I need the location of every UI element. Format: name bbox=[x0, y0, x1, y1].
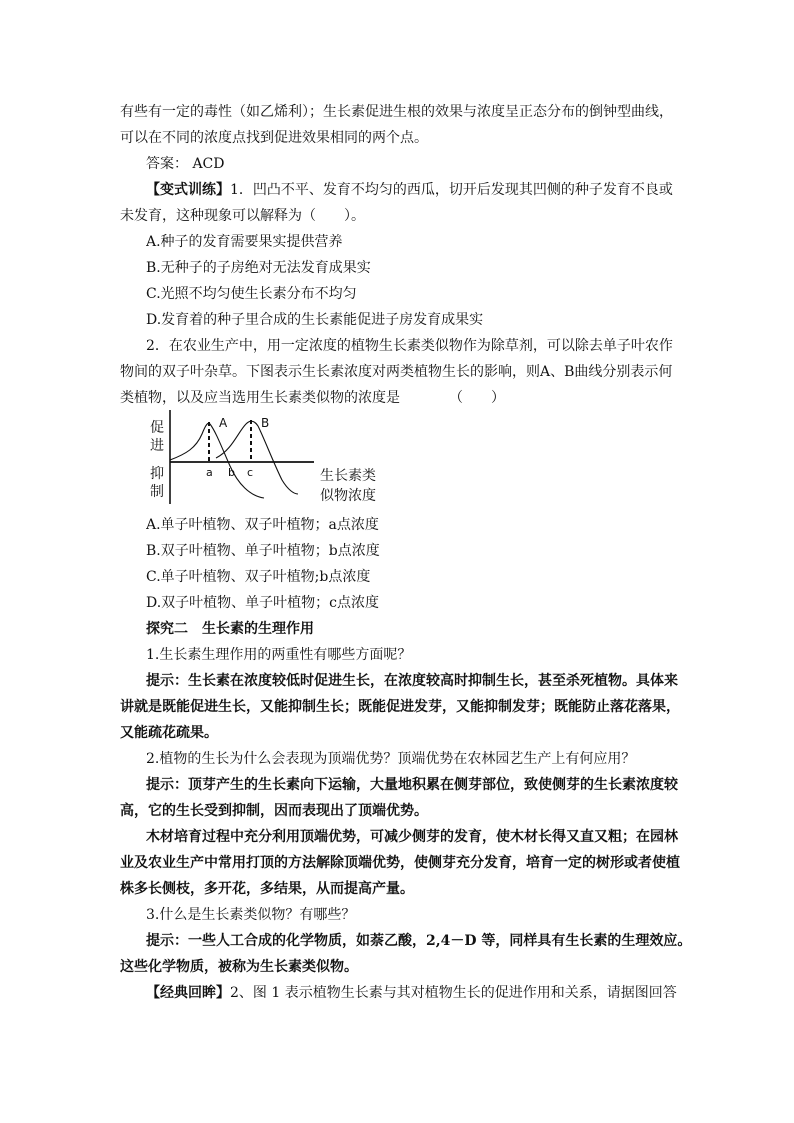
text-line: 未发育，这种现象可以解释为（ ）。 bbox=[120, 208, 365, 224]
question-line: 2.植物的生长为什么会表现为顶端优势？顶端优势在农林园艺生产上有何应用？ bbox=[146, 751, 636, 767]
question-line: 3.什么是生长素类似物？有哪些？ bbox=[146, 907, 356, 923]
text-line: 有些有一定的毒性（如乙烯利）；生长素促进生根的效果与浓度呈正态分布的倒钟型曲线， bbox=[120, 104, 673, 120]
auxin-concentration-figure bbox=[146, 408, 396, 510]
hint-line: 高，它的生长受到抑制，因而表现出了顶端优势。 bbox=[120, 803, 428, 819]
option-d: D.双子叶植物、单子叶植物；c点浓度 bbox=[146, 595, 380, 611]
curve-a-label: A bbox=[219, 416, 228, 430]
question-text: 1．凹凸不平、发育不均匀的西瓜，切开后发现其凹侧的种子发育不良或 bbox=[230, 182, 673, 198]
hint-line: 提示：生长素在浓度较低时促进生长，在浓度较高时抑制生长，甚至杀死植物。具体来 bbox=[146, 673, 678, 689]
answer-line: 答案： ACD bbox=[146, 156, 225, 172]
text-line: 可以在不同的浓度点找到促进效果相同的两个点。 bbox=[120, 130, 428, 146]
curve-b bbox=[216, 421, 298, 494]
option-c: C.光照不均匀使生长素分布不均匀 bbox=[146, 286, 357, 302]
hint-line: 这些化学物质，被称为生长素类似物。 bbox=[120, 959, 358, 975]
hint-line: 业及农业生产中常用打顶的方法解除顶端优势，使侧芽充分发育，培育一定的树形或者使植 bbox=[120, 855, 680, 871]
section-heading: 探究二 生长素的生理作用 bbox=[146, 621, 314, 637]
ylabel-promote-1: 促 bbox=[150, 420, 164, 436]
xlabel-line-1: 生长素类 bbox=[320, 468, 376, 484]
option-b: B.无种子的子房绝对无法发育成果实 bbox=[146, 260, 371, 276]
option-d: D.发育着的种子里合成的生长素能促进子房发育成果实 bbox=[146, 312, 484, 328]
point-a-label: a bbox=[206, 466, 213, 479]
ylabel-promote-2: 进 bbox=[150, 438, 164, 454]
classic-review-label: 【经典回眸】 bbox=[146, 985, 230, 1001]
question-2: 2．在农业生产中，用一定浓度的植物生长素类似物作为除草剂，可以除去单子叶农作 bbox=[146, 338, 673, 354]
question-line: 1.生长素生理作用的两重性有哪些方面呢？ bbox=[146, 647, 412, 663]
ylabel-inhibit-2: 制 bbox=[150, 484, 164, 500]
hint-line: 讲就是既能促进生长，又能抑制生长；既能促进发芽，又能抑制发芽；既能防止落花落果， bbox=[120, 699, 680, 715]
option-a: A.单子叶植物、双子叶植物；a点浓度 bbox=[146, 517, 379, 533]
text-line: 类植物，以及应当选用生长素类似物的浓度是 （ ） bbox=[120, 390, 505, 406]
hint-line: 木材培育过程中充分利用顶端优势，可减少侧芽的发育，使木材长得又直又粗；在园林 bbox=[146, 829, 678, 845]
classic-review-text: 2、图 1 表示植物生长素与其对植物生长的促进作用和关系，请据图回答 bbox=[230, 985, 677, 1001]
variant-training-label: 【变式训练】 bbox=[146, 182, 230, 198]
variant-question-1 bbox=[146, 181, 706, 199]
text-line: 物间的双子叶杂草。下图表示生长素浓度对两类植物生长的影响，则A、B曲线分别表示何 bbox=[120, 364, 673, 380]
point-c-label: c bbox=[247, 466, 254, 479]
curve-a bbox=[170, 423, 264, 498]
option-b: B.双子叶植物、单子叶植物；b点浓度 bbox=[146, 543, 380, 559]
classic-review-line bbox=[146, 984, 706, 1002]
hint-line: 株多长侧枝，多开花，多结果，从而提高产量。 bbox=[120, 881, 414, 897]
hint-line: 提示：一些人工合成的化学物质，如萘乙酸，2,4－D 等，同样具有生长素的生理效应。 bbox=[146, 933, 692, 949]
hint-line: 又能疏花疏果。 bbox=[120, 725, 218, 741]
curve-b-label: B bbox=[261, 416, 270, 430]
xlabel-line-2: 似物浓度 bbox=[320, 488, 376, 504]
option-c: C.单子叶植物、双子叶植物;b点浓度 bbox=[146, 569, 371, 585]
hint-line: 提示：顶芽产生的生长素向下运输，大量地积累在侧芽部位，致使侧芽的生长素浓度较 bbox=[146, 777, 678, 793]
point-b-label: b bbox=[228, 466, 235, 479]
ylabel-inhibit-1: 抑 bbox=[150, 466, 164, 482]
option-a: A.种子的发育需要果实提供营养 bbox=[146, 234, 343, 250]
